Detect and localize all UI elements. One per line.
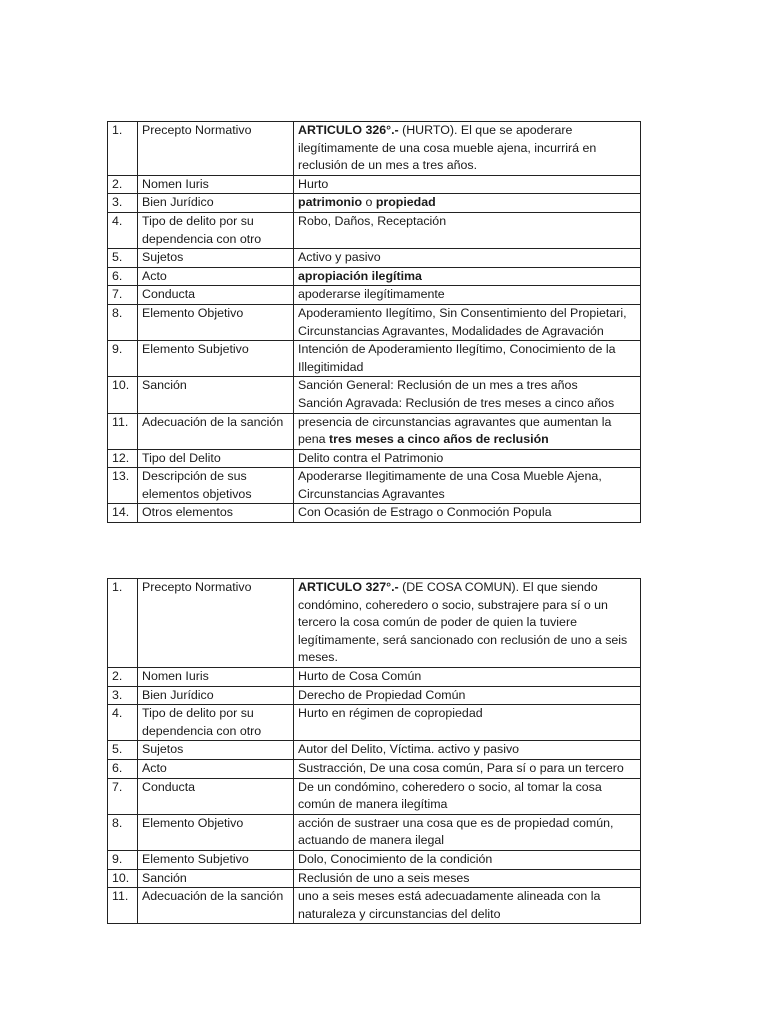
field-value <box>294 212 641 248</box>
text-segment: Robo, Daños, Receptación <box>298 213 447 228</box>
field-label: Conducta <box>138 778 294 814</box>
text-segment: (DE COSA COMUN). El que siendo condómino, coheredero o socio, substrajere para sí o un tercero la cosa común de poder de quien la tuviere legítimamente, será sancionado con reclusión de uno a seis meses. <box>298 580 628 665</box>
text-segment: Sustracción, De una cosa común, Para sí o para un tercero <box>298 760 624 775</box>
table-row <box>108 194 641 213</box>
field-label: Bien Jurídico <box>138 686 294 705</box>
table-row <box>108 759 641 778</box>
field-label: Elemento Subjetivo <box>138 850 294 869</box>
field-value <box>294 304 641 340</box>
table-row <box>108 468 641 504</box>
row-number: 6. <box>108 267 138 286</box>
field-value <box>294 122 641 176</box>
field-value <box>294 778 641 814</box>
table-row <box>108 814 641 850</box>
table-row <box>108 850 641 869</box>
field-label: Adecuación de la sanción <box>138 413 294 449</box>
table-row <box>108 286 641 305</box>
table-row <box>108 869 641 888</box>
table-row <box>108 413 641 449</box>
row-number: 11. <box>108 888 138 924</box>
bold-text-segment: ARTICULO 326°.- <box>298 123 399 137</box>
field-label: Adecuación de la sanción <box>138 888 294 924</box>
field-value <box>294 194 641 213</box>
text-segment: Apoderamiento Ilegítimo, Sin Consentimiento del Propietari, Circunstancias Agravantes, Modalidades de Agravación <box>298 305 627 338</box>
row-number: 4. <box>108 212 138 248</box>
field-value <box>294 175 641 194</box>
field-label: Elemento Subjetivo <box>138 341 294 377</box>
field-value <box>294 741 641 760</box>
table-row <box>108 304 641 340</box>
field-label: Sujetos <box>138 741 294 760</box>
field-value <box>294 705 641 741</box>
text-segment: Autor del Delito, Víctima. activo y pasivo <box>298 742 520 757</box>
field-label: Otros elementos <box>138 504 294 523</box>
field-label: Acto <box>138 267 294 286</box>
text-segment: Sanción Agravada: Reclusión de tres meses a cinco años <box>298 395 615 410</box>
table-row <box>108 449 641 468</box>
field-label: Conducta <box>138 286 294 305</box>
row-number: 13. <box>108 468 138 504</box>
field-value <box>294 888 641 924</box>
field-value <box>294 468 641 504</box>
row-number: 6. <box>108 759 138 778</box>
field-value <box>294 286 641 305</box>
row-number: 3. <box>108 194 138 213</box>
field-label: Precepto Normativo <box>138 579 294 668</box>
text-segment: uno a seis meses está adecuadamente alineada con la naturaleza y circunstancias del delito <box>298 889 601 921</box>
row-number: 7. <box>108 286 138 305</box>
table-row <box>108 579 641 668</box>
table-row <box>108 267 641 286</box>
table-row <box>108 741 641 760</box>
bold-text-segment: propiedad <box>375 195 436 210</box>
text-segment: Hurto <box>298 176 329 191</box>
row-number: 3. <box>108 686 138 705</box>
text-segment: Hurto de Cosa Común <box>298 668 422 683</box>
text-segment: Delito contra el Patrimonio <box>298 450 444 465</box>
table-row <box>108 667 641 686</box>
field-value <box>294 267 641 286</box>
table-row <box>108 341 641 377</box>
field-value <box>294 413 641 449</box>
field-value <box>294 449 641 468</box>
field-value <box>294 869 641 888</box>
row-number: 5. <box>108 741 138 760</box>
field-value <box>294 850 641 869</box>
text-segment: Derecho de Propiedad Común <box>298 687 466 702</box>
table-row <box>108 504 641 523</box>
table-row <box>108 888 641 924</box>
field-value <box>294 667 641 686</box>
table-row <box>108 778 641 814</box>
field-label: Nomen Iuris <box>138 175 294 194</box>
field-value <box>294 686 641 705</box>
table-row <box>108 705 641 741</box>
row-number: 8. <box>108 814 138 850</box>
row-number: 11. <box>108 413 138 449</box>
text-segment: Sanción General: Reclusión de un mes a tres años <box>298 378 578 393</box>
field-label: Acto <box>138 759 294 778</box>
row-number: 2. <box>108 667 138 686</box>
field-value <box>294 341 641 377</box>
text-segment: Con Ocasión de Estrago o Conmoción Popula <box>298 505 552 520</box>
table-row <box>108 686 641 705</box>
field-label: Nomen Iuris <box>138 667 294 686</box>
text-segment: presencia de circunstancias agravantes que aumentan la pena <box>298 414 612 447</box>
field-value <box>294 377 641 413</box>
text-segment: De un condómino, coheredero o socio, al tomar la cosa común de manera ilegítima <box>298 779 602 812</box>
text-segment: Apoderarse Ilegitimamente de una Cosa Mueble Ajena, Circunstancias Agravantes <box>298 469 602 501</box>
field-value <box>294 759 641 778</box>
row-number: 8. <box>108 304 138 340</box>
field-label: Precepto Normativo <box>138 122 294 176</box>
bold-text-segment: patrimonio <box>298 195 363 210</box>
row-number: 10. <box>108 377 138 413</box>
row-number: 14. <box>108 504 138 523</box>
text-segment: Hurto en régimen de copropiedad <box>298 706 483 721</box>
field-label: Bien Jurídico <box>138 194 294 213</box>
row-number: 10. <box>108 869 138 888</box>
table-row <box>108 377 641 413</box>
text-segment: o <box>362 195 376 210</box>
bold-text-segment: ARTICULO 327°.- <box>298 580 399 594</box>
field-label: Sujetos <box>138 249 294 268</box>
field-value <box>294 814 641 850</box>
table-row <box>108 122 641 176</box>
row-number: 9. <box>108 850 138 869</box>
text-segment: acción de sustraer una cosa que es de propiedad común, actuando de manera ilegal <box>298 815 614 848</box>
row-number: 7. <box>108 778 138 814</box>
row-number: 1. <box>108 579 138 668</box>
field-label: Tipo de delito por su dependencia con otro <box>138 705 294 741</box>
bold-text-segment: tres meses a cinco años de reclusión <box>329 432 549 447</box>
table-row <box>108 212 641 248</box>
bold-text-segment: apropiación ilegítima <box>298 268 422 283</box>
row-number: 12. <box>108 449 138 468</box>
text-segment: Activo y pasivo <box>298 250 381 265</box>
field-label: Tipo del Delito <box>138 449 294 468</box>
row-number: 2. <box>108 175 138 194</box>
row-number: 1. <box>108 122 138 176</box>
articulo-326-table <box>107 121 641 523</box>
table-row <box>108 249 641 268</box>
text-segment: Intención de Apoderamiento Ilegítimo, Conocimiento de la Illegitimidad <box>298 342 616 374</box>
table-row <box>108 175 641 194</box>
field-label: Elemento Objetivo <box>138 814 294 850</box>
field-value <box>294 249 641 268</box>
text-segment: Dolo, Conocimiento de la condición <box>298 851 493 866</box>
row-number: 5. <box>108 249 138 268</box>
text-segment: Reclusión de uno a seis meses <box>298 870 470 885</box>
row-number: 9. <box>108 341 138 377</box>
text-segment: apoderarse ilegítimamente <box>298 287 445 302</box>
field-value <box>294 504 641 523</box>
field-label: Sanción <box>138 869 294 888</box>
field-label: Descripción de sus elementos objetivos <box>138 468 294 504</box>
row-number: 4. <box>108 705 138 741</box>
field-label: Tipo de delito por su dependencia con otro <box>138 212 294 248</box>
field-label: Sanción <box>138 377 294 413</box>
field-value <box>294 579 641 668</box>
text-segment: (HURTO). El que se apoderare ilegítimamente de una cosa mueble ajena, incurrirá en reclusión de un mes a tres años. <box>298 123 597 173</box>
field-label: Elemento Objetivo <box>138 304 294 340</box>
articulo-327-table <box>107 578 641 924</box>
